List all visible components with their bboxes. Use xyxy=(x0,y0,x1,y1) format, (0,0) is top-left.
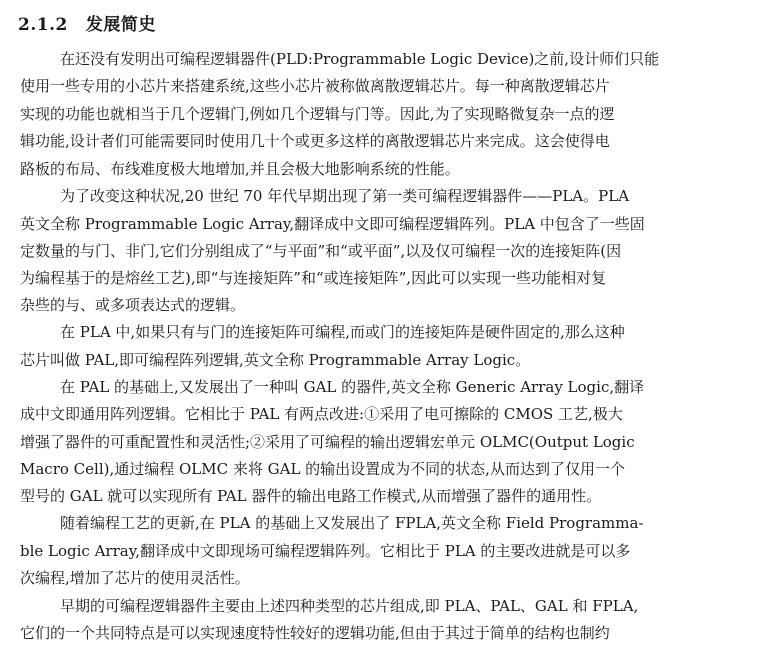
paragraph-line: 为编程基于的是熔丝工艺),即“与连接矩阵”和“或连接矩阵”,因此可以实现一些功能相对复 xyxy=(20,269,607,287)
paragraph-line: 英文全称 Programmable Logic Array,翻译成中文即可编程逻辑阵列。PLA 中包含了一些固 xyxy=(20,215,645,233)
paragraph-line: 次编程,增加了芯片的使用灵活性。 xyxy=(20,569,250,587)
paragraph-line: 使用一些专用的小芯片来搭建系统,这些小芯片被称做离散逻辑芯片。每一种离散逻辑芯片 xyxy=(20,77,610,95)
paragraph-line: 在还没有发明出可编程逻辑器件(PLD:Programmable Logic Device)之前,设计师们只能 xyxy=(60,50,660,68)
paragraph-line: 增强了器件的可重配置性和灵活性;②采用了可编程的输出逻辑宏单元 OLMC(Output Logic xyxy=(20,433,635,451)
paragraph-line: 芯片叫做 PAL,即可编程阵列逻辑,英文全称 Programmable Array Logic。 xyxy=(20,351,531,369)
paragraph-line: 在 PLA 中,如果只有与门的连接矩阵可编程,而或门的连接矩阵是硬件固定的,那么这种 xyxy=(60,323,625,341)
paragraph-line: 辑功能,设计者们可能需要同时使用几十个或更多这样的离散逻辑芯片来完成。这会使得电 xyxy=(20,132,610,150)
section-heading xyxy=(18,10,156,35)
paragraph-line: 实现的功能也就相当于几个逻辑门,例如几个逻辑与门等。因此,为了实现略微复杂一点的逻 xyxy=(20,105,615,123)
paragraph-line: 在 PAL 的基础上,又发展出了一种叫 GAL 的器件,英文全称 Generic Array Logic,翻译 xyxy=(60,378,645,396)
paragraph-line: 随着编程工艺的更新,在 PLA 的基础上又发展出了 FPLA,英文全称 Field Programma- xyxy=(60,514,644,532)
paragraph-line: 它们的一个共同特点是可以实现速度特性较好的逻辑功能,但由于其过于简单的结构也制约 xyxy=(20,624,610,642)
paragraph-line: 路板的布局、布线难度极大地增加,并且会极大地影响系统的性能。 xyxy=(20,160,460,178)
paragraph-line: 定数量的与门、非门,它们分别组成了“与平面”和“或平面”,以及仅可编程一次的连接矩阵(因 xyxy=(20,242,622,260)
paragraph-line: Macro Cell),通过编程 OLMC 来将 GAL 的输出设置成为不同的状态,从而达到了仅用一个 xyxy=(20,460,625,478)
paragraph-line: 为了改变这种状况,20 世纪 70 年代早期出现了第一类可编程逻辑器件——PLA。PLA xyxy=(60,187,630,205)
paragraph-line: 成中文即通用阵列逻辑。它相比于 PAL 有两点改进:①采用了电可擦除的 CMOS 工艺,极大 xyxy=(20,405,623,423)
paragraph-line: 杂些的与、或多项表达式的逻辑。 xyxy=(20,296,246,314)
paragraph-line: ble Logic Array,翻译成中文即现场可编程逻辑阵列。它相比于 PLA 的主要改进就是可以多 xyxy=(20,542,631,560)
paragraph-line: 早期的可编程逻辑器件主要由上述四种类型的芯片组成,即 PLA、PAL、GAL 和 FPLA, xyxy=(60,597,639,615)
section-number: 2.1.2 xyxy=(18,15,68,35)
paragraph-line: 型号的 GAL 就可以实现所有 PAL 器件的输出电路工作模式,从而增强了器件的通用性。 xyxy=(20,487,602,505)
section-title: 发展简史 xyxy=(85,15,156,35)
